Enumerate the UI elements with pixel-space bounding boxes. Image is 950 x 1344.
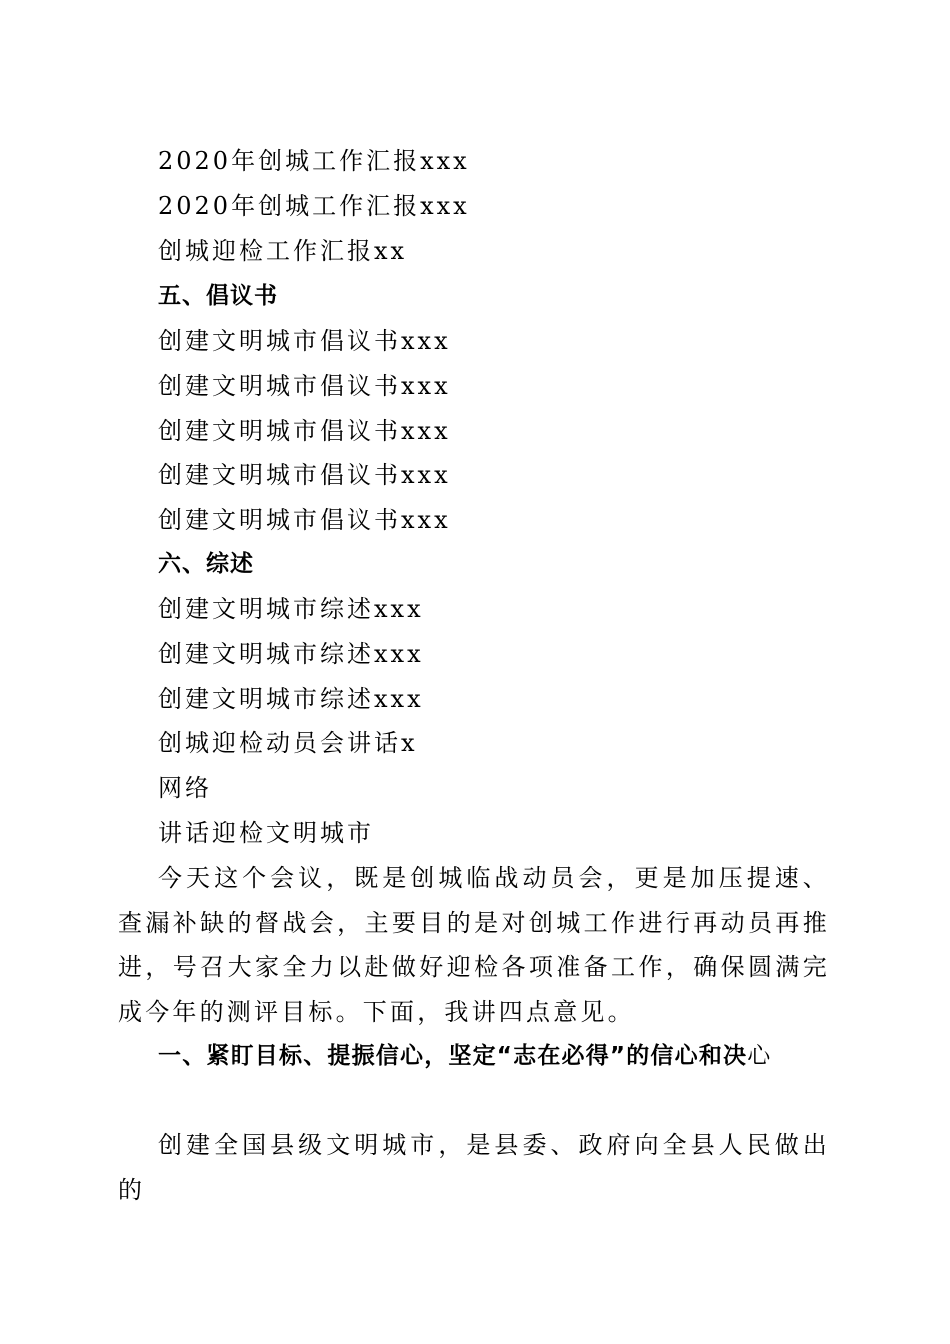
list-item: 2020年创城工作汇报xxx — [158, 147, 470, 175]
list-item: 创建文明城市倡议书xxx — [158, 417, 451, 445]
list-item: 网络 — [158, 774, 212, 802]
list-item: 创建文明城市倡议书xxx — [158, 461, 451, 489]
section-heading-text: 一、紧盯目标、提振信心，坚定“志在必得”的信心和决 — [158, 1043, 748, 1069]
section-heading-one — [118, 1034, 830, 1079]
list-item: 创建文明城市综述xxx — [158, 685, 424, 713]
list-item: 创建文明城市综述xxx — [158, 595, 424, 623]
list-item: 创城迎检动员会讲话x — [158, 729, 418, 757]
body-paragraph: 今天这个会议，既是创城临战动员会，更是加压提速、查漏补缺的督战会，主要目的是对创城工作进行再动员再推进，号召大家全力以赴做好迎检各项准备工作，确保圆满完成今年的测评目标。下面，我讲四点意见。 — [118, 864, 830, 1026]
section-heading-summary: 六、综述 — [158, 551, 254, 577]
list-item: 创建文明城市倡议书xxx — [158, 327, 451, 355]
section-heading-proposal: 五、倡议书 — [158, 283, 278, 309]
list-item: 讲话迎检文明城市 — [158, 819, 374, 847]
list-item: 创建文明城市倡议书xxx — [158, 372, 451, 400]
list-item: 创城迎检工作汇报xx — [158, 237, 408, 265]
list-item: 创建文明城市倡议书xxx — [158, 506, 451, 534]
list-item: 2020年创城工作汇报xxx — [158, 192, 470, 220]
list-item: 创建文明城市综述xxx — [158, 640, 424, 668]
section-heading-tail: 心 — [747, 1043, 772, 1069]
body-paragraph: 创建全国县级文明城市，是县委、政府向全县人民做出的 — [118, 1131, 830, 1204]
